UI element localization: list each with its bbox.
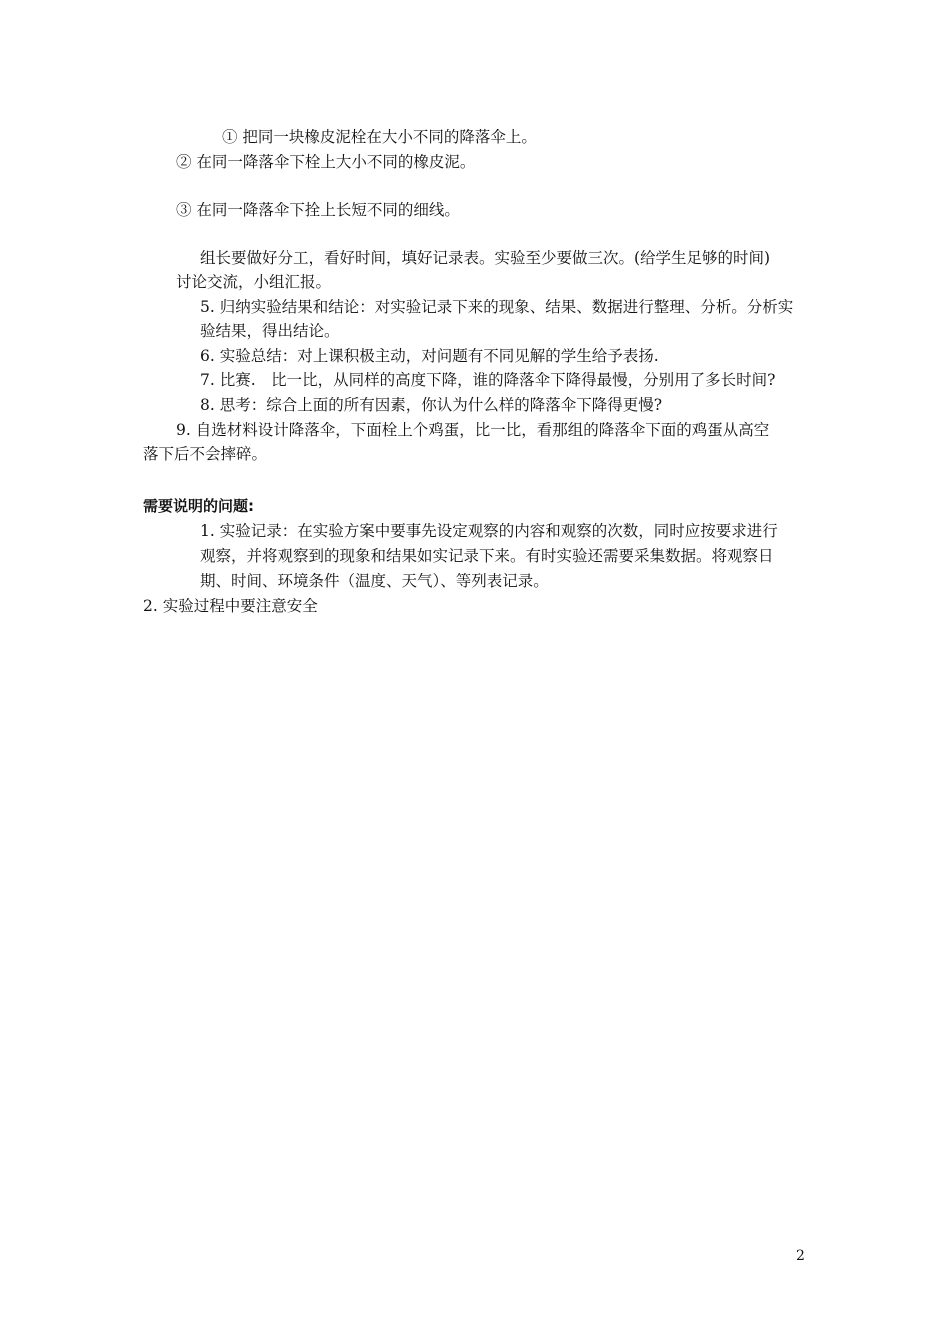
note-1-continued: 观察，并将观察到的现象和结果如实记录下来。有时实验还需要采集数据。将观察日 bbox=[200, 547, 774, 565]
step-5-continued: 验结果，得出结论。 bbox=[200, 322, 340, 340]
note-1: 1. 实验记录：在实验方案中要事先设定观察的内容和观察的次数，同时应按要求进行 bbox=[200, 522, 778, 540]
step-9-continued: 落下后不会摔碎。 bbox=[143, 445, 268, 463]
step-6: 6. 实验总结：对上课积极主动，对问题有不同见解的学生给予表扬. bbox=[200, 347, 659, 365]
note-1-continued-2: 期、时间、环境条件（温度、天气）、等列表记录。 bbox=[200, 572, 549, 590]
method-1: ① 把同一块橡皮泥栓在大小不同的降落伞上。 bbox=[222, 128, 537, 146]
step-8: 8. 思考：综合上面的所有因素，你认为什么样的降落伞下降得更慢? bbox=[200, 396, 663, 414]
group-instruction-continued: 讨论交流，小组汇报。 bbox=[176, 273, 332, 291]
method-2: ② 在同一降落伞下栓上大小不同的橡皮泥。 bbox=[176, 153, 476, 171]
page-number: 2 bbox=[796, 1248, 805, 1264]
step-5: 5. 归纳实验结果和结论：对实验记录下来的现象、结果、数据进行整理、分析。分析实 bbox=[200, 298, 794, 316]
group-instruction: 组长要做好分工，看好时间，填好记录表。实验至少要做三次。(给学生足够的时间) bbox=[200, 249, 771, 267]
note-2: 2. 实验过程中要注意安全 bbox=[143, 597, 318, 615]
step-9: 9. 自选材料设计降落伞，下面栓上个鸡蛋，比一比，看那组的降落伞下面的鸡蛋从高空 bbox=[176, 421, 770, 439]
notes-heading: 需要说明的问题: bbox=[143, 497, 254, 515]
step-7: 7. 比赛. 比一比，从同样的高度下降，谁的降落伞下降得最慢，分别用了多长时间? bbox=[200, 371, 776, 389]
method-3: ③ 在同一降落伞下拴上长短不同的细线。 bbox=[176, 201, 460, 219]
